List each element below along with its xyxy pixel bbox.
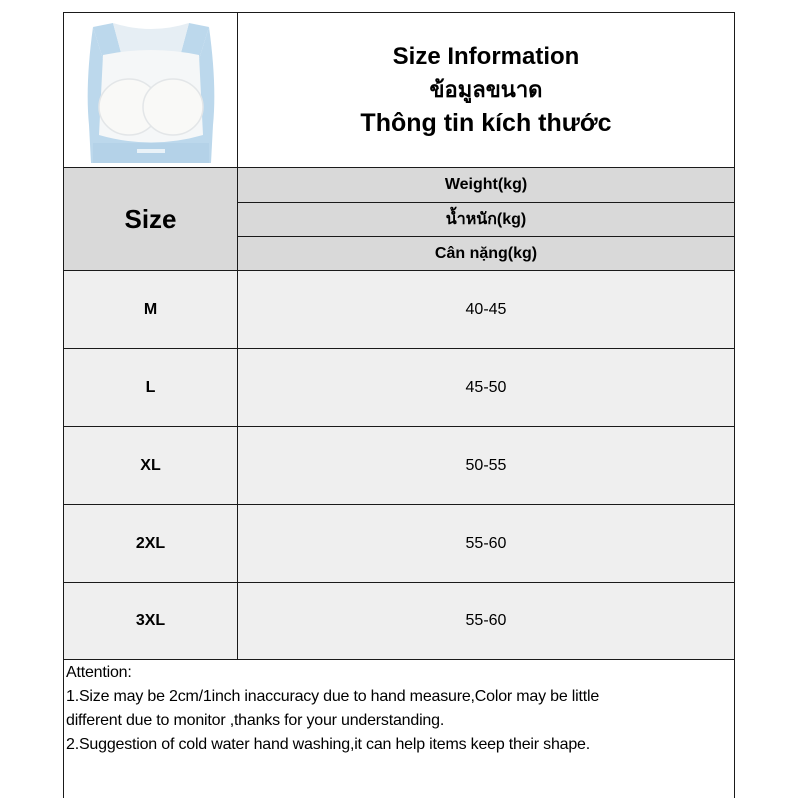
title-thai: ข้อมูลขนาด bbox=[429, 77, 543, 102]
title-english: Size Information bbox=[392, 43, 580, 70]
title-block bbox=[238, 13, 735, 168]
size-cell: 3XL bbox=[64, 583, 238, 660]
sports-bra-product-image bbox=[71, 15, 231, 165]
size-column-header: Size bbox=[64, 168, 238, 271]
title-vietnamese: Thông tin kích thước bbox=[360, 109, 612, 137]
weight-cell: 55-60 bbox=[238, 505, 735, 583]
weight-cell: 55-60 bbox=[238, 583, 735, 660]
size-cell: 2XL bbox=[64, 505, 238, 583]
size-cell: M bbox=[64, 271, 238, 349]
weight-cell: 50-55 bbox=[238, 427, 735, 505]
weight-header-vietnamese: Cân nặng(kg) bbox=[238, 237, 735, 271]
note-1-line-1: 1.Size may be 2cm/1inch inaccuracy due to hand measure,Color may be little bbox=[66, 688, 600, 705]
note-1-line-2: different due to monitor ,thanks for your understanding. bbox=[66, 712, 445, 729]
product-image-cell bbox=[64, 13, 238, 168]
weight-cell: 40-45 bbox=[238, 271, 735, 349]
weight-cell: 45-50 bbox=[238, 349, 735, 427]
size-cell: L bbox=[64, 349, 238, 427]
notes-heading: Attention: bbox=[66, 664, 132, 681]
weight-header-thai: น้ำหนัก(kg) bbox=[238, 203, 735, 237]
size-cell: XL bbox=[64, 427, 238, 505]
size-chart bbox=[63, 12, 735, 798]
note-2: 2.Suggestion of cold water hand washing,it can help items keep their shape. bbox=[66, 736, 591, 753]
weight-header-english: Weight(kg) bbox=[238, 168, 735, 203]
attention-notes bbox=[64, 660, 734, 798]
